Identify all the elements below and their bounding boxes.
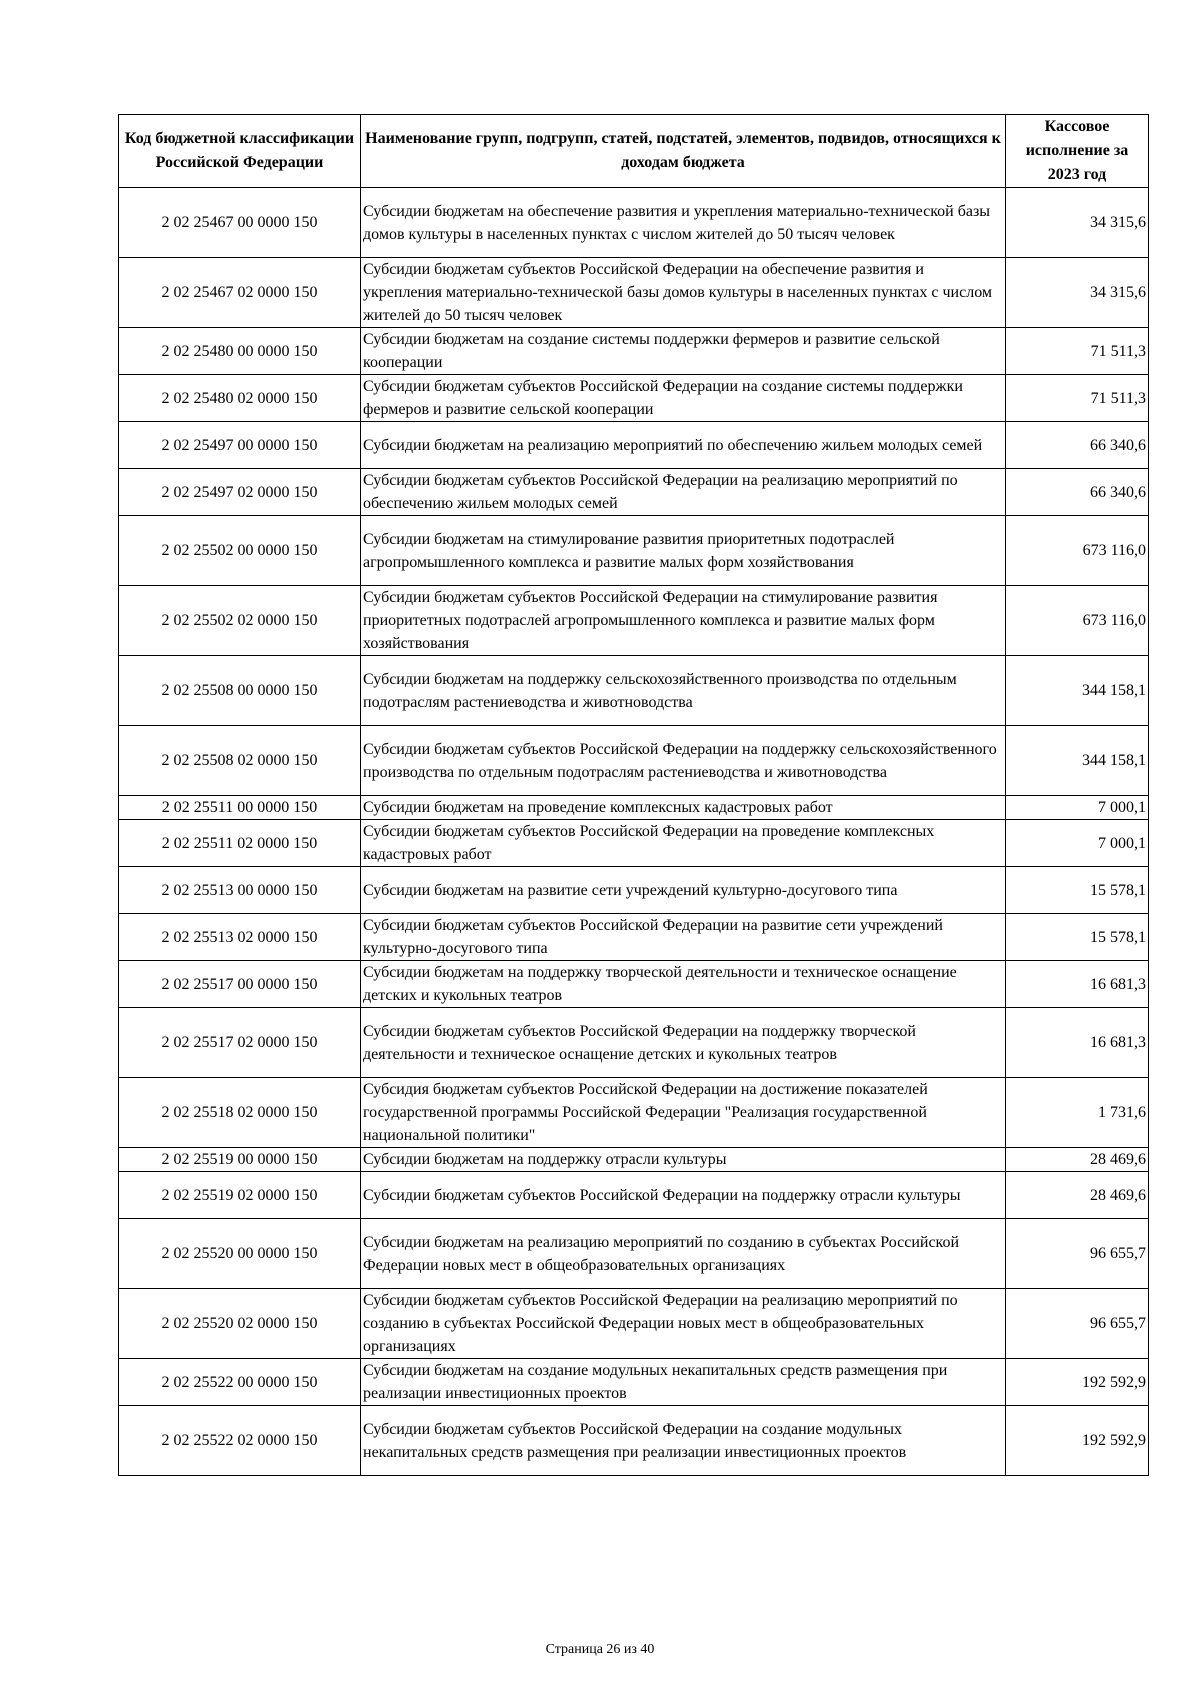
amount-cell: 34 315,6 xyxy=(1006,258,1149,328)
table-row xyxy=(119,961,1149,1008)
code-cell: 2 02 25519 00 0000 150 xyxy=(119,1148,361,1172)
table-row xyxy=(119,258,1149,328)
name-cell: Субсидии бюджетам на реализацию мероприятий по обеспечению жильем молодых семей xyxy=(361,422,1006,469)
amount-cell: 1 731,6 xyxy=(1006,1078,1149,1148)
table-row xyxy=(119,726,1149,796)
name-cell: Субсидии бюджетам на реализацию мероприятий по созданию в субъектах Российской Федерации новых мест в общеобразовательных организациях xyxy=(361,1219,1006,1289)
code-cell: 2 02 25513 02 0000 150 xyxy=(119,914,361,961)
table-row xyxy=(119,1406,1149,1476)
name-cell: Субсидия бюджетам субъектов Российской Федерации на достижение показателей государственной программы Российской Федерации "Реализация государственной национальной политики" xyxy=(361,1078,1006,1148)
amount-cell: 15 578,1 xyxy=(1006,914,1149,961)
code-cell: 2 02 25522 00 0000 150 xyxy=(119,1359,361,1406)
code-cell: 2 02 25467 02 0000 150 xyxy=(119,258,361,328)
amount-cell: 673 116,0 xyxy=(1006,516,1149,586)
code-cell: 2 02 25480 02 0000 150 xyxy=(119,375,361,422)
table-row xyxy=(119,1008,1149,1078)
amount-cell: 7 000,1 xyxy=(1006,820,1149,867)
table-row xyxy=(119,867,1149,914)
table-body xyxy=(119,188,1149,1476)
table-row xyxy=(119,422,1149,469)
name-cell: Субсидии бюджетам на поддержку творческой деятельности и техническое оснащение детских и кукольных театров xyxy=(361,961,1006,1008)
amount-cell: 34 315,6 xyxy=(1006,188,1149,258)
name-cell: Субсидии бюджетам на поддержку отрасли культуры xyxy=(361,1148,1006,1172)
table-row xyxy=(119,516,1149,586)
name-cell: Субсидии бюджетам на поддержку сельскохозяйственного производства по отдельным подотраслям растениеводства и животноводства xyxy=(361,656,1006,726)
table-row xyxy=(119,1359,1149,1406)
code-cell: 2 02 25502 02 0000 150 xyxy=(119,586,361,656)
code-cell: 2 02 25497 00 0000 150 xyxy=(119,422,361,469)
name-cell: Субсидии бюджетам субъектов Российской Федерации на поддержку отрасли культуры xyxy=(361,1172,1006,1219)
code-cell: 2 02 25508 02 0000 150 xyxy=(119,726,361,796)
code-cell: 2 02 25467 00 0000 150 xyxy=(119,188,361,258)
code-cell: 2 02 25508 00 0000 150 xyxy=(119,656,361,726)
name-cell: Субсидии бюджетам на создание системы поддержки фермеров и развитие сельской кооперации xyxy=(361,328,1006,375)
amount-cell: 673 116,0 xyxy=(1006,586,1149,656)
name-cell: Субсидии бюджетам на проведение комплексных кадастровых работ xyxy=(361,796,1006,820)
code-cell: 2 02 25520 00 0000 150 xyxy=(119,1219,361,1289)
code-cell: 2 02 25522 02 0000 150 xyxy=(119,1406,361,1476)
amount-cell: 66 340,6 xyxy=(1006,469,1149,516)
amount-cell: 71 511,3 xyxy=(1006,375,1149,422)
code-cell: 2 02 25497 02 0000 150 xyxy=(119,469,361,516)
name-cell: Субсидии бюджетам субъектов Российской Федерации на проведение комплексных кадастровых работ xyxy=(361,820,1006,867)
code-cell: 2 02 25511 00 0000 150 xyxy=(119,796,361,820)
table-row xyxy=(119,586,1149,656)
name-cell: Субсидии бюджетам на развитие сети учреждений культурно-досугового типа xyxy=(361,867,1006,914)
name-cell: Субсидии бюджетам субъектов Российской Федерации на реализацию мероприятий по созданию в субъектах Российской Федерации новых мест в общеобразовательных организациях xyxy=(361,1289,1006,1359)
name-cell: Субсидии бюджетам субъектов Российской Федерации на поддержку творческой деятельности и техническое оснащение детских и кукольных театров xyxy=(361,1008,1006,1078)
amount-cell: 7 000,1 xyxy=(1006,796,1149,820)
table-row xyxy=(119,328,1149,375)
amount-cell: 66 340,6 xyxy=(1006,422,1149,469)
table-row xyxy=(119,820,1149,867)
header-code: Код бюджетной классификации Российской Федерации xyxy=(119,115,361,188)
table-row xyxy=(119,1172,1149,1219)
amount-cell: 96 655,7 xyxy=(1006,1289,1149,1359)
code-cell: 2 02 25517 02 0000 150 xyxy=(119,1008,361,1078)
code-cell: 2 02 25511 02 0000 150 xyxy=(119,820,361,867)
amount-cell: 344 158,1 xyxy=(1006,656,1149,726)
table-row xyxy=(119,375,1149,422)
amount-cell: 71 511,3 xyxy=(1006,328,1149,375)
code-cell: 2 02 25513 00 0000 150 xyxy=(119,867,361,914)
table-row xyxy=(119,469,1149,516)
header-name: Наименование групп, подгрупп, статей, подстатей, элементов, подвидов, относящихся к доходам бюджета xyxy=(361,115,1006,188)
table-row xyxy=(119,188,1149,258)
code-cell: 2 02 25518 02 0000 150 xyxy=(119,1078,361,1148)
amount-cell: 96 655,7 xyxy=(1006,1219,1149,1289)
code-cell: 2 02 25502 00 0000 150 xyxy=(119,516,361,586)
amount-cell: 192 592,9 xyxy=(1006,1359,1149,1406)
name-cell: Субсидии бюджетам субъектов Российской Федерации на реализацию мероприятий по обеспечению жильем молодых семей xyxy=(361,469,1006,516)
table-row xyxy=(119,1219,1149,1289)
header-amount: Кассовое исполнение за 2023 год xyxy=(1006,115,1149,188)
page-number: Страница 26 из 40 xyxy=(545,1642,655,1657)
name-cell: Субсидии бюджетам субъектов Российской Федерации на создание модульных некапитальных средств размещения при реализации инвестиционных проектов xyxy=(361,1406,1006,1476)
name-cell: Субсидии бюджетам субъектов Российской Федерации на создание системы поддержки фермеров и развитие сельской кооперации xyxy=(361,375,1006,422)
amount-cell: 16 681,3 xyxy=(1006,961,1149,1008)
table-header-row xyxy=(119,115,1149,188)
table-row xyxy=(119,796,1149,820)
budget-revenue-table xyxy=(118,114,1149,1476)
amount-cell: 192 592,9 xyxy=(1006,1406,1149,1476)
table-row xyxy=(119,656,1149,726)
amount-cell: 28 469,6 xyxy=(1006,1172,1149,1219)
amount-cell: 16 681,3 xyxy=(1006,1008,1149,1078)
code-cell: 2 02 25520 02 0000 150 xyxy=(119,1289,361,1359)
name-cell: Субсидии бюджетам субъектов Российской Федерации на стимулирование развития приоритетных подотраслей агропромышленного комплекса и развитие малых форм хозяйствования xyxy=(361,586,1006,656)
code-cell: 2 02 25480 00 0000 150 xyxy=(119,328,361,375)
amount-cell: 344 158,1 xyxy=(1006,726,1149,796)
table-row xyxy=(119,914,1149,961)
name-cell: Субсидии бюджетам субъектов Российской Федерации на развитие сети учреждений культурно-досугового типа xyxy=(361,914,1006,961)
name-cell: Субсидии бюджетам субъектов Российской Федерации на обеспечение развития и укрепления материально-технической базы домов культуры в населенных пунктах с числом жителей до 50 тысяч человек xyxy=(361,258,1006,328)
name-cell: Субсидии бюджетам на создание модульных некапитальных средств размещения при реализации инвестиционных проектов xyxy=(361,1359,1006,1406)
name-cell: Субсидии бюджетам на стимулирование развития приоритетных подотраслей агропромышленного комплекса и развитие малых форм хозяйствования xyxy=(361,516,1006,586)
name-cell: Субсидии бюджетам на обеспечение развития и укрепления материально-технической базы домов культуры в населенных пунктах с числом жителей до 50 тысяч человек xyxy=(361,188,1006,258)
code-cell: 2 02 25519 02 0000 150 xyxy=(119,1172,361,1219)
name-cell: Субсидии бюджетам субъектов Российской Федерации на поддержку сельскохозяйственного производства по отдельным подотраслям растениеводства и животноводства xyxy=(361,726,1006,796)
code-cell: 2 02 25517 00 0000 150 xyxy=(119,961,361,1008)
amount-cell: 28 469,6 xyxy=(1006,1148,1149,1172)
table-row xyxy=(119,1289,1149,1359)
table-row xyxy=(119,1148,1149,1172)
amount-cell: 15 578,1 xyxy=(1006,867,1149,914)
table-row xyxy=(119,1078,1149,1148)
